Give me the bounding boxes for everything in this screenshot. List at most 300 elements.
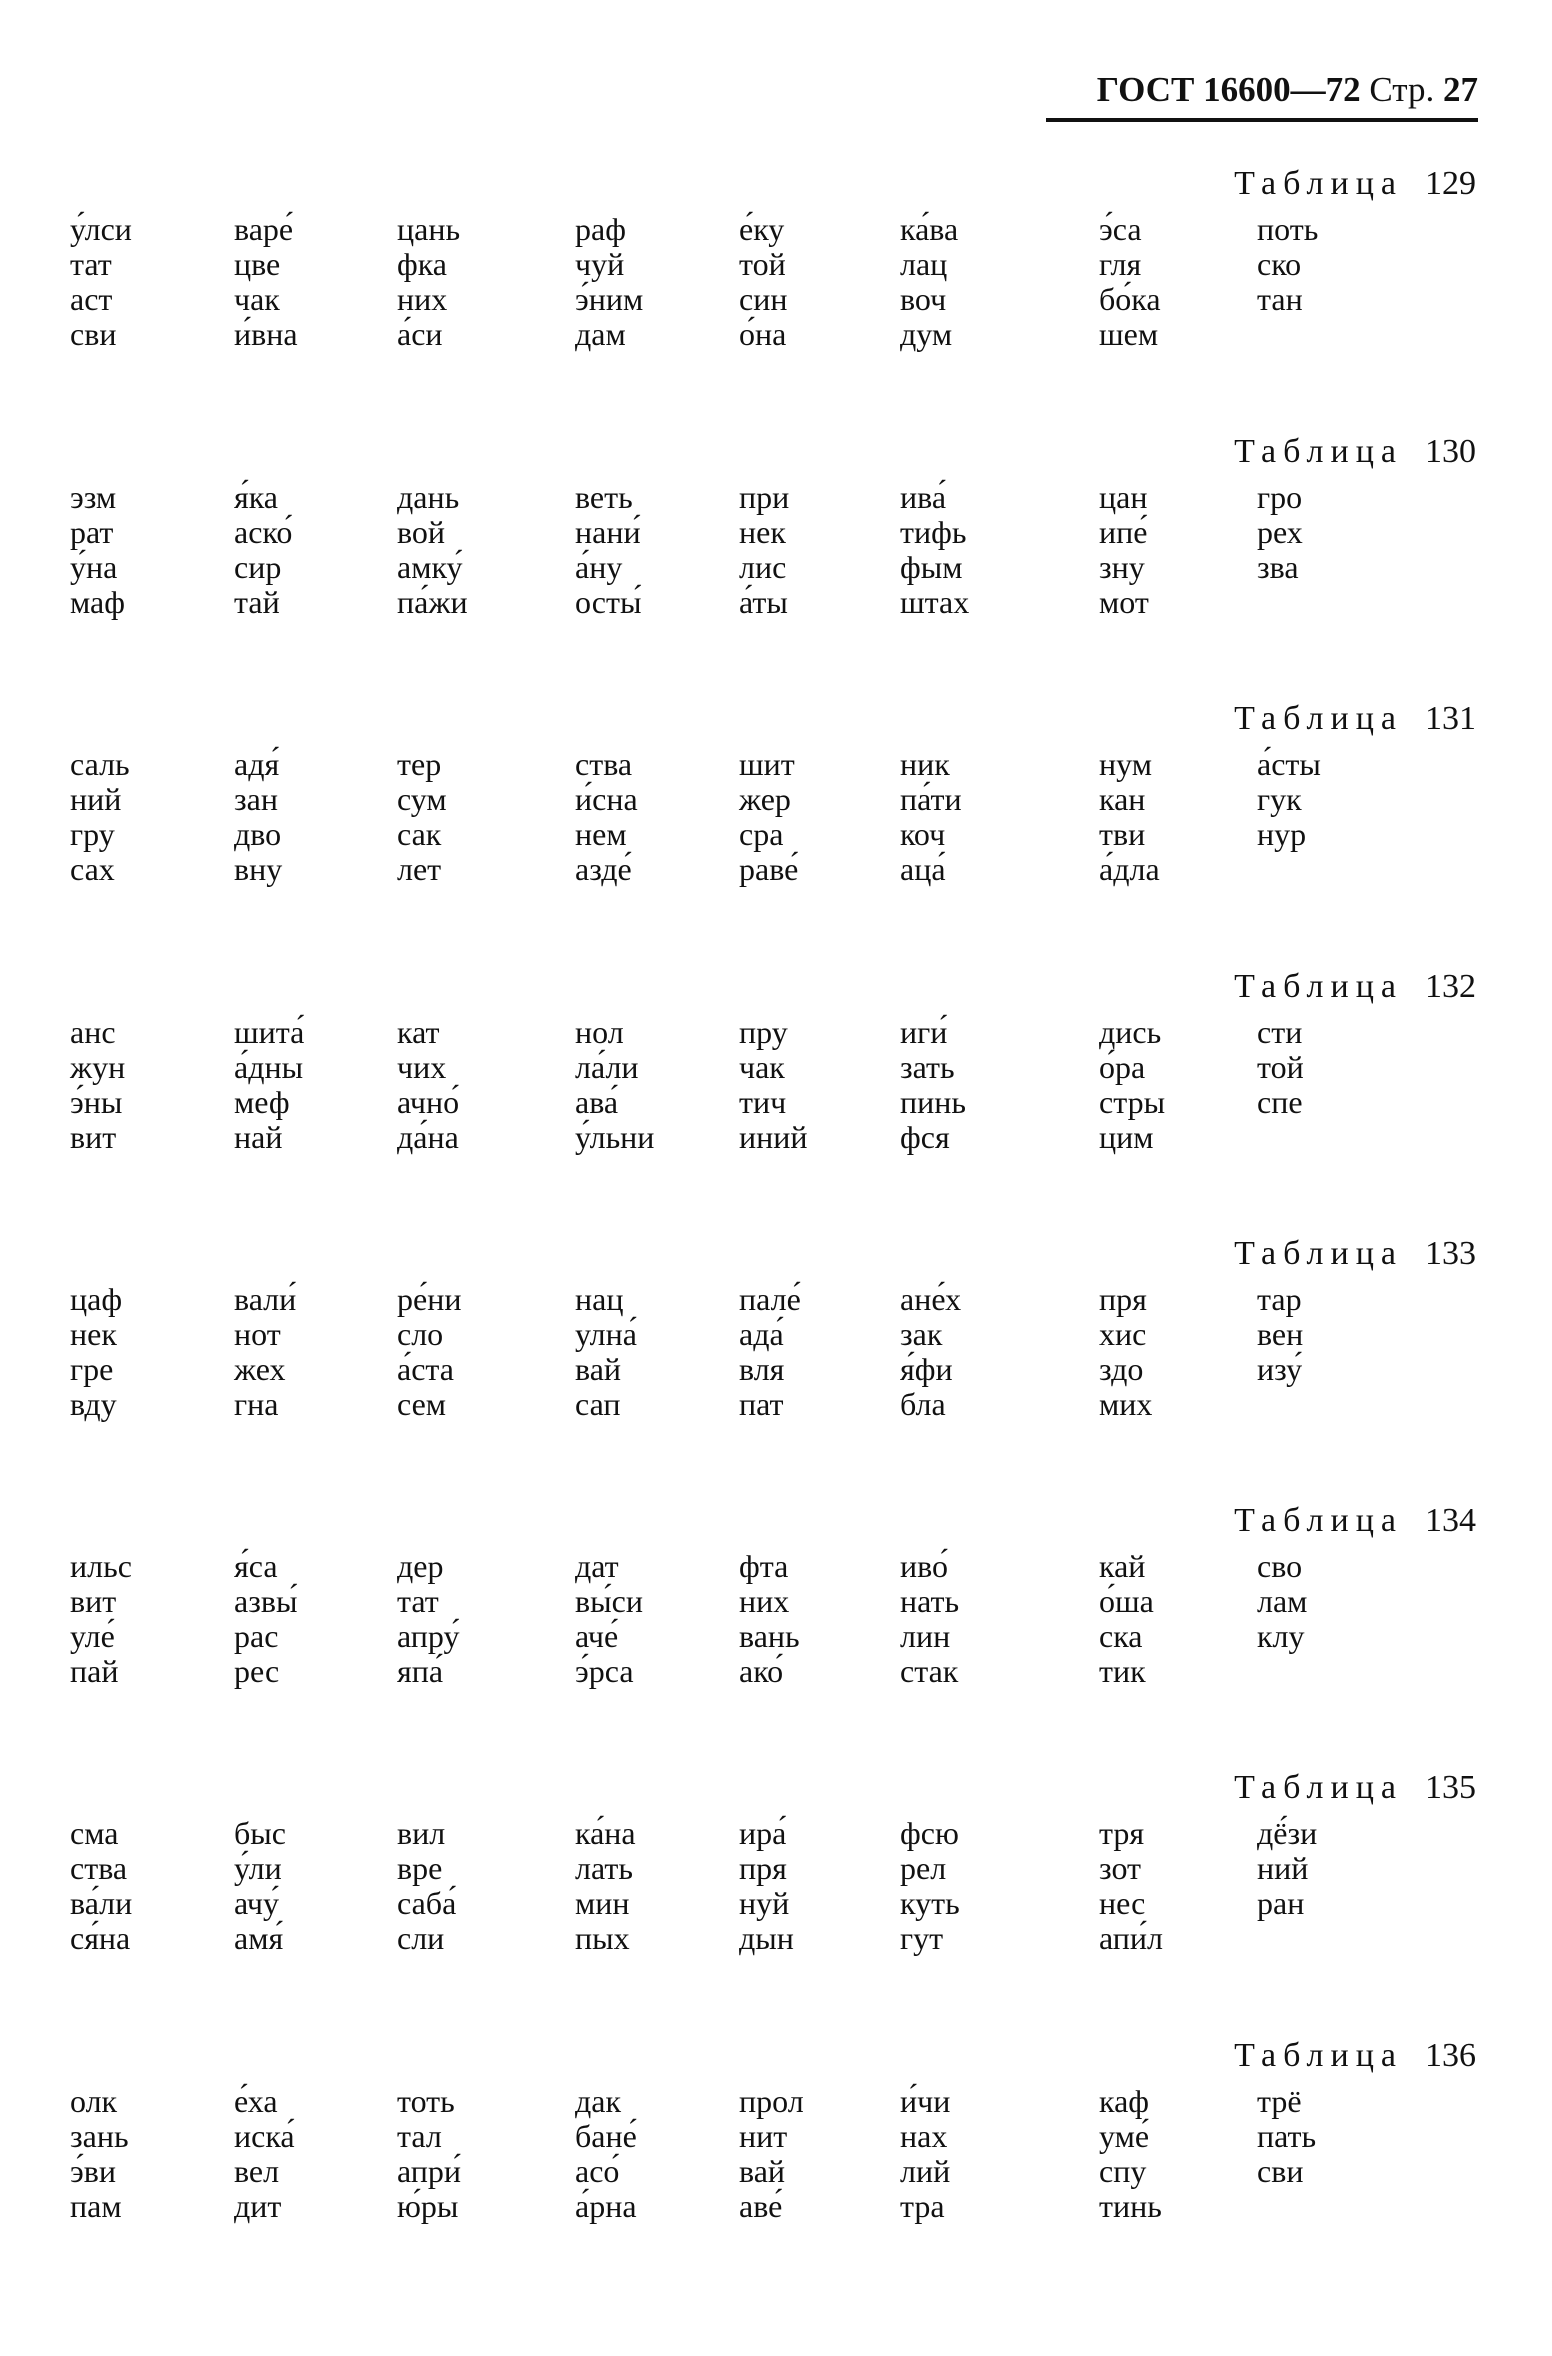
syllable-cell: той [1257,1049,1304,1085]
syllable-cell: них [397,281,448,317]
header-rule [1046,118,1478,122]
syllable-cell: э́рса [575,1653,634,1689]
syllable-cell: азвы́ [234,1583,298,1619]
word-column [397,747,547,887]
syllable-cell: сах [70,851,115,887]
syllable-cell: тифь [900,514,967,550]
word-column [1099,480,1249,620]
syllable-cell: пинь [900,1084,966,1120]
syllable-cell: аст [70,281,113,317]
syllable-cell: гук [1257,781,1302,817]
syllable-cell: тат [70,246,112,282]
syllable-cell: сво [1257,1548,1303,1584]
syllable-cell: спе [1257,1084,1303,1120]
syllable-cell: нем [575,816,627,852]
syllable-cell: тра [900,2188,945,2224]
word-column [234,747,384,887]
word-column [575,1549,725,1689]
syllable-cell: а́ты [739,584,788,620]
syllable-cell: сап [575,1386,621,1422]
word-table [0,1232,1552,1442]
syllable-cell: лин [900,1618,951,1654]
syllable-cell: вит [70,1119,117,1155]
syllable-cell: сир [234,549,282,585]
table-number: 129 [1425,165,1476,202]
syllable-cell: ава́ [575,1084,619,1120]
header-text [1097,66,1478,114]
word-column [234,1549,384,1689]
syllable-cell: нол [575,1014,624,1050]
syllable-cell: трё [1257,2083,1302,2119]
word-column [739,747,889,887]
syllable-cell: изу́ [1257,1351,1303,1387]
syllable-cell: ю́ры [397,2188,459,2224]
syllable-cell: зать [900,1049,955,1085]
word-column [234,212,384,352]
syllable-cell: рел [900,1850,947,1886]
table-number: 132 [1425,968,1476,1005]
syllable-cell: вре [397,1850,443,1886]
syllable-cell: жех [234,1351,286,1387]
syllable-cell: цим [1099,1119,1154,1155]
syllable-cell: мин [575,1885,630,1921]
syllable-cell: е́ха [234,2083,278,2119]
syllable-cell: осты́ [575,584,642,620]
syllable-cell: дань [397,479,460,515]
syllable-cell: ско [1257,246,1302,282]
syllable-cell: пых [575,1920,630,1956]
syllable-cell: сак [397,816,442,852]
syllable-cell: рас [234,1618,279,1654]
syllable-cell: па́жи [397,584,468,620]
syllable-cell: бла [900,1386,946,1422]
syllable-cell: а́рна [575,2188,637,2224]
syllable-cell: при [739,479,790,515]
syllable-cell: штах [900,584,970,620]
syllable-cell: здо [1099,1351,1144,1387]
syllable-cell: шита́ [234,1014,305,1050]
syllable-cell: вит [70,1583,117,1619]
word-table [0,2034,1552,2244]
syllable-cell: пале́ [739,1281,801,1317]
syllable-cell: и́вна [234,316,298,352]
syllable-cell: цве [234,246,281,282]
syllable-cell: нек [70,1316,117,1352]
syllable-cell: тан [1257,281,1303,317]
syllable-cell: о́ша [1099,1583,1154,1619]
word-table [0,1499,1552,1709]
word-column [1257,212,1407,317]
syllable-cell: стак [900,1653,959,1689]
syllable-cell: нах [900,2118,948,2154]
word-column [900,1816,1050,1956]
syllable-cell: улна́ [575,1316,637,1352]
syllable-cell: и́сна [575,781,638,817]
syllable-cell: олк [70,2083,118,2119]
syllable-cell: ска [1099,1618,1143,1654]
syllable-cell: фсю [900,1815,959,1851]
syllable-cell: вну [234,851,283,887]
word-column [1099,1816,1249,1956]
syllable-cell: маф [70,584,125,620]
syllable-cell: вой [397,514,446,550]
syllable-cell: кан [1099,781,1146,817]
word-column [397,212,547,352]
syllable-cell: я́ка [234,479,278,515]
syllable-cell: нум [1099,746,1152,782]
syllable-cell: тич [739,1084,787,1120]
syllable-cell: гру [70,816,115,852]
syllable-cell: пам [70,2188,122,2224]
syllable-cell: зань [70,2118,129,2154]
table-caption [1234,1499,1476,1543]
syllable-cell: них [739,1583,790,1619]
syllable-cell: мих [1099,1386,1153,1422]
table-number: 134 [1425,1502,1476,1539]
word-column [397,1282,547,1422]
syllable-cell: стры [1099,1084,1166,1120]
syllable-cell: нать [900,1583,960,1619]
syllable-cell: фта [739,1548,789,1584]
syllable-cell: ства [70,1850,128,1886]
syllable-cell: зот [1099,1850,1142,1886]
table-caption-word: Таблица [1234,2037,1403,2074]
word-column [234,1816,384,1956]
syllable-cell: ильс [70,1548,132,1584]
syllable-cell: иво́ [900,1548,949,1584]
word-column [397,480,547,620]
syllable-cell: апи́л [1099,1920,1163,1956]
word-column [900,747,1050,887]
table-caption [1234,1766,1476,1810]
syllable-cell: амку́ [397,549,463,585]
syllable-cell: ачу́ [234,1885,280,1921]
syllable-cell: а́ста [397,1351,454,1387]
syllable-cell: син [739,281,788,317]
syllable-cell: ла́ли [575,1049,639,1085]
syllable-cell: жер [739,781,791,817]
syllable-cell: э́ны [70,1084,123,1120]
syllable-cell: е́ку [739,211,785,247]
word-column [739,1816,889,1956]
syllable-cell: лет [397,851,442,887]
syllable-cell: цаф [70,1281,123,1317]
syllable-cell: вил [397,1815,446,1851]
word-column [234,1015,384,1155]
syllable-cell: пря [739,1850,787,1886]
word-column [900,1282,1050,1422]
syllable-cell: лац [900,246,948,282]
syllable-cell: поть [1257,211,1319,247]
syllable-cell: ний [70,781,122,817]
word-column [1099,212,1249,352]
table-caption [1234,697,1476,741]
syllable-cell: пря [1099,1281,1147,1317]
syllable-cell: нур [1257,816,1307,852]
syllable-cell: пат [739,1386,784,1422]
syllable-cell: каф [1099,2083,1149,2119]
syllable-cell: иний [739,1119,808,1155]
syllable-cell: зак [900,1316,943,1352]
word-column [575,747,725,887]
word-column [739,2084,889,2224]
syllable-cell: ва́ли [70,1885,133,1921]
syllable-cell: лать [575,1850,633,1886]
syllable-cell: дат [575,1548,619,1584]
syllable-cell: нац [575,1281,624,1317]
syllable-cell: саль [70,746,130,782]
syllable-cell: сти [1257,1014,1303,1050]
word-column [575,480,725,620]
syllable-cell: нани́ [575,514,641,550]
syllable-cell: а́дны [234,1049,304,1085]
syllable-cell: цан [1099,479,1148,515]
word-column [70,747,220,887]
syllable-cell: эзм [70,479,117,515]
syllable-cell: аве́ [739,2188,783,2224]
syllable-cell: лий [900,2153,951,2189]
syllable-cell: сум [397,781,447,817]
syllable-cell: лам [1257,1583,1308,1619]
syllable-cell: сра [739,816,784,852]
syllable-cell: аче́ [575,1618,619,1654]
syllable-cell: япа́ [397,1653,444,1689]
word-column [900,480,1050,620]
syllable-cell: тик [1099,1653,1146,1689]
syllable-cell: тря [1099,1815,1145,1851]
syllable-cell: зва [1257,549,1299,585]
syllable-cell: фка [397,246,447,282]
word-column [70,1549,220,1689]
syllable-cell: нес [1099,1885,1146,1921]
table-caption-word: Таблица [1234,1769,1403,1806]
syllable-cell: вали́ [234,1281,297,1317]
word-column [739,480,889,620]
syllable-cell: ачно́ [397,1084,460,1120]
syllable-cell: кай [1099,1548,1146,1584]
syllable-cell: ира́ [739,1815,787,1851]
page-number: 27 [1443,70,1478,109]
syllable-cell: вай [739,2153,786,2189]
syllable-cell: куть [900,1885,960,1921]
table-caption [1234,965,1476,1009]
syllable-cell: сли [397,1920,445,1956]
word-column [397,2084,547,2224]
word-column [1099,1282,1249,1422]
word-column [234,480,384,620]
syllable-cell: спу [1099,2153,1147,2189]
syllable-cell: у́на [70,549,118,585]
syllable-cell: гре [70,1351,114,1387]
syllable-cell: сви [70,316,117,352]
syllable-cell: нуй [739,1885,790,1921]
word-column [1257,747,1407,852]
syllable-cell: бо́ка [1099,281,1161,317]
syllable-cell: ре́ни [397,1281,462,1317]
syllable-cell: рех [1257,514,1303,550]
syllable-cell: да́на [397,1119,459,1155]
syllable-cell: фым [900,549,963,585]
syllable-cell: раве́ [739,851,799,887]
syllable-cell: сма [70,1815,119,1851]
syllable-cell: дак [575,2083,622,2119]
word-column [575,1015,725,1155]
syllable-cell: чуй [575,246,625,282]
word-column [575,1282,725,1422]
table-caption [1234,1232,1476,1276]
word-column [1099,1015,1249,1155]
syllable-cell: дер [397,1548,444,1584]
syllable-cell: варе́ [234,211,294,247]
syllable-cell: чих [397,1049,447,1085]
table-caption-word: Таблица [1234,433,1403,470]
syllable-cell: веть [575,479,633,515]
syllable-cell: апри́ [397,2153,462,2189]
syllable-cell: мот [1099,584,1149,620]
syllable-cell: азде́ [575,851,632,887]
word-column [739,1549,889,1689]
word-column [397,1816,547,1956]
syllable-cell: воч [900,281,947,317]
table-number: 131 [1425,700,1476,737]
syllable-cell: чак [234,281,280,317]
syllable-cell: зан [234,781,278,817]
word-column [575,1816,725,1956]
syllable-cell: вай [575,1351,622,1387]
syllable-cell: сви [1257,2153,1304,2189]
syllable-cell: коч [900,816,946,852]
syllable-cell: клу [1257,1618,1305,1654]
word-column [1257,1549,1407,1654]
syllable-cell: шит [739,746,795,782]
syllable-cell: анс [70,1014,116,1050]
syllable-cell: раф [575,211,626,247]
syllable-cell: дам [575,316,626,352]
word-column [575,2084,725,2224]
syllable-cell: я́са [234,1548,278,1584]
word-column [234,2084,384,2224]
syllable-cell: у́ли [234,1850,282,1886]
syllable-cell: ка́ва [900,211,959,247]
word-column [739,1282,889,1422]
syllable-cell: ства [575,746,633,782]
syllable-cell: аско́ [234,514,293,550]
word-column [70,480,220,620]
word-table [0,965,1552,1175]
word-column [900,2084,1050,2224]
syllable-cell: о́на [739,316,787,352]
table-number: 133 [1425,1235,1476,1272]
syllable-cell: э́ним [575,281,644,317]
syllable-cell: нек [739,514,786,550]
word-column [739,212,889,352]
syllable-cell: асо́ [575,2153,620,2189]
syllable-cell: цань [397,211,461,247]
syllable-cell: апру́ [397,1618,460,1654]
table-caption-word: Таблица [1234,165,1403,202]
syllable-cell: о́ра [1099,1049,1146,1085]
syllable-cell: дум [900,316,953,352]
syllable-cell: амя́ [234,1920,284,1956]
syllable-cell: дё́зи [1257,1815,1318,1851]
syllable-cell: иги́ [900,1014,948,1050]
syllable-cell: тви [1099,816,1146,852]
word-column [1099,1549,1249,1689]
word-column [1257,1816,1407,1921]
syllable-cell: гут [900,1920,944,1956]
syllable-cell: ран [1257,1885,1305,1921]
syllable-cell: иска́ [234,2118,295,2154]
syllable-cell: ада́ [739,1316,784,1352]
syllable-cell: а́сты [1257,746,1321,782]
syllable-cell: па́ти [900,781,962,817]
syllable-cell: гля [1099,246,1142,282]
syllable-cell: тинь [1099,2188,1162,2224]
word-column [739,1015,889,1155]
syllable-cell: рес [234,1653,280,1689]
table-caption [1234,430,1476,474]
syllable-cell: у́льни [575,1119,655,1155]
word-column [1099,747,1249,887]
syllable-cell: пру [739,1014,788,1050]
syllable-cell: вел [234,2153,280,2189]
syllable-cell: ипе́ [1099,514,1148,550]
word-table [0,1766,1552,1976]
syllable-cell: у́лси [70,211,132,247]
syllable-cell: ний [1257,1850,1309,1886]
syllable-cell: э́са [1099,211,1142,247]
syllable-cell: чак [739,1049,785,1085]
syllable-cell: пай [70,1653,119,1689]
page-label: Стр. [1369,70,1435,109]
syllable-cell: быс [234,1815,286,1851]
syllable-cell: сем [397,1386,447,1422]
page-header [1046,66,1478,122]
word-column [70,2084,220,2224]
syllable-cell: ка́на [575,1815,636,1851]
word-table [0,162,1552,372]
syllable-cell: бане́ [575,2118,637,2154]
syllable-cell: кат [397,1014,440,1050]
word-column [1257,2084,1407,2189]
syllable-cell: вань [739,1618,800,1654]
table-caption-word: Таблица [1234,1235,1403,1272]
syllable-cell: уме́ [1099,2118,1150,2154]
syllable-cell: вля [739,1351,785,1387]
word-column [70,212,220,352]
syllable-cell: шем [1099,316,1159,352]
table-number: 136 [1425,2037,1476,2074]
syllable-cell: гна [234,1386,279,1422]
syllable-cell: уле́ [70,1618,115,1654]
syllable-cell: нот [234,1316,281,1352]
table-caption-word: Таблица [1234,968,1403,1005]
syllable-cell: тай [234,584,280,620]
syllable-cell: тар [1257,1281,1302,1317]
word-column [70,1015,220,1155]
syllable-cell: аца́ [900,851,946,887]
syllable-cell: меф [234,1084,290,1120]
syllable-cell: вы́си [575,1583,643,1619]
word-column [900,1015,1050,1155]
syllable-cell: а́си [397,316,443,352]
syllable-cell: э́ви [70,2153,116,2189]
syllable-cell: най [234,1119,283,1155]
syllable-cell: адя́ [234,746,280,782]
syllable-cell: фся [900,1119,950,1155]
syllable-cell: тал [397,2118,442,2154]
table-caption-word: Таблица [1234,700,1403,737]
